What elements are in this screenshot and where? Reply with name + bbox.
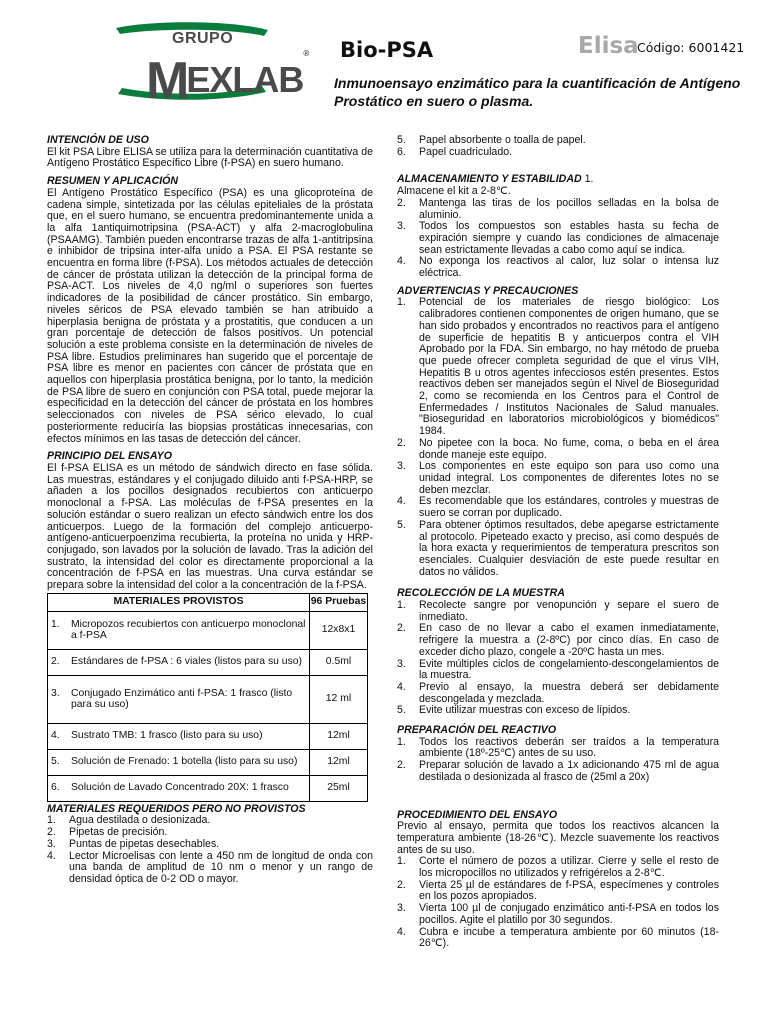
row-number: 2.: [51, 656, 60, 668]
storage-list: [397, 198, 719, 280]
list-item: 3. Vierta 100 µl de conjugado enzimático anti-f-PSA en todos los pocillos. Agite el platillo por 30 segundos.: [397, 902, 719, 926]
list-item: 4. Cubra e incube a temperatura ambiente por 60 minutos (18-26℃).: [397, 925, 719, 950]
row-description: Solución de Lavado Concentrado 20X: 1 frasco: [71, 782, 289, 794]
section-heading-almacenamiento: ALMACENAMIENTO Y ESTABILIDAD 1.: [397, 173, 594, 186]
materials-table: [47, 593, 368, 802]
reagent-prep-list: [397, 737, 719, 784]
list-item: 4. Lector Microelisas con lente a 450 nm de longitud de onda con una banda de amplitud de 10 nm o menor y un rango de densidad óptica de 0-2 OD o mayor.: [47, 849, 373, 885]
table-row: [48, 649, 368, 675]
section-heading-preparacion: PREPARACIÓN DEL REACTIVO: [397, 724, 557, 737]
section-heading-advertencias: ADVERTENCIAS Y PRECAUCIONES: [397, 284, 579, 297]
sample-collection-list: [397, 600, 719, 717]
table-row: [48, 723, 368, 749]
product-title: Bio-PSA: [340, 38, 434, 62]
paragraph-principio: El f-PSA ELISA es un método de sándwich directo en fase sólida. Las muestras, estándares y el conjugado diluido anti f-PSA-HRP, se añaden a los pocillos designados recubiertos con anticuerpo monoclonal a f-PSA. Las moléculas de f-PSA presentes en la solución estándar o suero realizan un efecto sándwich entre los dos anticuerpos. Luego de la formación del complejo anticuerpo-antígeno-anticuerpoenzima recubierta, la proteína no unida y HRP-conjugado, son lavados por la solución de lavado. Tras la adición del sustrato, la intensidad del color es directamente proporcional a la concentración de f-PSA en las muestras. Una curva estándar se prepara sobre la intensidad del color a la concentración de la f-PSA.: [47, 461, 373, 592]
row-description: Estándares de f-PSA : 6 viales (listos para su uso): [71, 656, 303, 668]
list-item: 3. Todos los compuestos son estables hasta su fecha de expiración siempre y cuando las condiciones de almacenaje sean estrictamente llevadas a cabo como aquí se indica.: [397, 220, 719, 256]
row-description: Micropozos recubiertos con anticuerpo monoclonal a f-PSA: [71, 618, 306, 642]
row-quantity: 12 ml: [310, 675, 368, 723]
paragraph-intencion: El kit PSA Libre ELISA se utiliza para la determinación cuantitativa de Antígeno Prostático Específico Libre (f-PSA) en suero humano.: [47, 145, 373, 170]
procedure-list: [397, 856, 719, 950]
row-number: 3.: [51, 687, 60, 699]
product-subtitle: Inmunoensayo enzimático para la cuantificación de Antígeno Prostático en suero o plasma.: [334, 75, 741, 109]
section-heading-requeridos: MATERIALES REQUERIDOS PERO NO PROVISTOS: [47, 802, 306, 815]
table-row: [48, 611, 368, 649]
row-number: 4.: [51, 730, 60, 742]
elisa-label: Elisa: [578, 33, 639, 59]
left-column: [47, 135, 373, 886]
logo-grupo-text: GRUPO: [172, 30, 234, 47]
list-item: 4. Previo al ensayo, la muestra deberá ser debidamente descongelada y mezclada.: [397, 680, 719, 705]
table-header-pruebas: 96 Pruebas: [310, 593, 368, 611]
section-heading-procedimiento: PROCEDIMIENTO DEL ENSAYO: [397, 808, 558, 821]
required-materials-list: [47, 815, 373, 885]
list-item: 3. Los componentes en este equipo son para uso como una unidad integral. Los componentes de diferentes lotes no se deben mezclar.: [397, 460, 719, 496]
list-item: 1. Corte el número de pozos a utilizar. Cierre y selle el resto de los micropocillos no utilizados y refrigérelos a 2-8℃.: [397, 855, 719, 880]
list-item: 3. Puntas de pipetas desechables.: [47, 837, 220, 850]
right-column: [397, 135, 719, 950]
row-number: 5.: [51, 756, 60, 768]
list-item: 2. Mantenga las tiras de los pocillos selladas en la bolsa de aluminio.: [397, 196, 719, 221]
row-number: 6.: [51, 782, 60, 794]
list-item: 2. En caso de no llevar a cabo el examen inmediatamente, refrigere la muestra a (2-8ºC) por cinco días. En caso de exceder dicho plazo, congele a -20ºC hasta un mes.: [397, 622, 719, 658]
list-item: 5. Evite utilizar muestras con exceso de lípidos.: [397, 704, 631, 717]
table-row: [48, 775, 368, 801]
table-header-materiales: MATERIALES PROVISTOS: [48, 593, 310, 611]
list-item: 1. Agua destilada o desionizada.: [47, 814, 211, 827]
row-number: 1.: [51, 618, 60, 630]
section-heading-intencion: INTENCIÓN DE USO: [47, 134, 149, 146]
list-item: 3. Evite múltiples ciclos de congelamiento-descongelamientos de la muestra.: [397, 657, 719, 682]
paragraph-procedimiento: Previo al ensayo, permita que todos los reactivos alcancen la temperatura ambiente (18-26℃). Mezcle suavemente los reactivos antes de su uso.: [397, 820, 719, 856]
mexlab-logo: [112, 22, 309, 110]
document-header: [0, 0, 768, 125]
list-item: 2. Pipetas de precisión.: [47, 826, 168, 839]
list-item: 1. Todos los reactivos deberán ser traídos a la temperatura ambiente (18º-25℃) antes de su uso.: [397, 735, 719, 760]
row-quantity: 12ml: [310, 723, 368, 749]
row-quantity: 12ml: [310, 749, 368, 775]
table-row: [48, 675, 368, 723]
row-description: Solución de Frenado: 1 botella (listo para su uso): [71, 756, 298, 768]
row-quantity: 0.5ml: [310, 649, 368, 675]
table-header-row: [48, 593, 368, 611]
list-item: 2. Preparar solución de lavado a 1x adicionando 475 ml de agua destilada o desionizada al frasco de (25ml a 20x): [397, 759, 719, 783]
paragraph-resumen: El Antígeno Prostático Específico (PSA) es una glicoproteína de cadena simple, sintetizada por las células epiteliales de la próstata que, en el suero humano, se encuentra predominantemente unida a la alfa 1antiquimotripsina (PSA-ACT) y alfa 2-macroglobulina (PSAAMG). También pueden encontrarse trazas de alfa 1-antitripsina e inhibidor de tripsina inter-alfa unido a PSA. El PSA restante se encuentra en forma libre (f-PSA). Los métodos actuales de detección de cáncer de próstata utilizan la detección de la principal forma de PSA-ACT. Los niveles de 4,0 ng/ml o superiores son fuertes indicadores de la posibilidad de cáncer prostático. Sin embargo, niveles séricos de PSA elevado también se han atribuido a hiperplasia benigna de próstata y a prostatitis, que conducen a un gran porcentaje de detección de falsos positivos. Un potencial solución a este problema consiste en la determinación de niveles de PSA libre. Estudios preliminares han sugerido que el porcentaje de PSA libre es menor en pacientes con cáncer de próstata que en aquellos con hiperplasia prostática benigna, por lo tanto, la medición de PSA libre de suero en conjunción con PSA total, puede mejorar la especificidad en la detección del cáncer de próstata en los hombres seleccionados con niveles de PSA sérico elevado, lo cual posteriormente reduciría las biopsias prostáticas innecesarias, con efectos mínimos en las tasas de detección del cáncer.: [47, 186, 373, 445]
list-item: 2. Vierta 25 µl de estándares de f-PSA, especímenes y controles en los pozos apropiados.: [397, 878, 719, 903]
warnings-list: [397, 297, 719, 578]
row-description: Sustrato TMB: 1 frasco (listo para su uso): [71, 730, 263, 742]
row-description: Conjugado Enzimático anti f-PSA: 1 frasco (listo para su uso): [71, 687, 293, 711]
list-item: 5. Para obtener óptimos resultados, debe apegarse estrictamente al protocolo. Pipeteado exacto y preciso, así como después de la hora exacta y requerimientos de temperatura prescritos son esenciales. Cualquier desviación de este puede resultar en datos no válidos.: [397, 518, 719, 578]
required-materials-list-cont: [397, 135, 719, 158]
paragraph-almacenamiento: Almacene el kit a 2-8℃.: [397, 185, 511, 198]
list-item: 1. Potencial de los materiales de riesgo biológico: Los calibradores contienen componentes de origen humano, que se han sido probados y encontrados no reactivos para el antígeno de superficie de hepatitis B y anticuerpos contra el VIH Aprobado por la FDA. Sin embargo, no hay método de prueba que puede ofrecer completa seguridad de que el virus VIH, Hepatitis B u otros agentes infecciosos estén presentes. Estos reactivos deben ser manejados según el Nivel de Bioseguridad 2, como se recomienda en los Centros para el Control de Enfermedades / Institutos Nacionales de Salud manuales. "Bioseguridad en laboratorios microbiológicos y biomédicos" 1984.: [397, 296, 719, 438]
logo-mexlab-text: MEXLAB®: [146, 49, 309, 110]
list-item: 4. Es recomendable que los estándares, controles y muestras de suero se corran por duplicado.: [397, 495, 719, 520]
section-heading-recoleccion: RECOLECCIÓN DE LA MUESTRA: [397, 587, 565, 600]
table-row: [48, 749, 368, 775]
row-quantity: 12x8x1: [310, 611, 368, 649]
list-item: 5. Papel absorbente o toalla de papel.: [397, 134, 586, 146]
list-item: 6. Papel cuadriculado.: [397, 145, 513, 158]
section-heading-resumen: RESUMEN Y APLICACIÓN: [47, 175, 179, 188]
row-quantity: 25ml: [310, 775, 368, 801]
section-heading-principio: PRINCIPIO DEL ENSAYO: [47, 450, 172, 463]
list-item: 2. No pipetee con la boca. No fume, coma, o beba en el área donde maneje este equipo.: [397, 436, 719, 461]
list-item: 4. No exponga los reactivos al calor, luz solar o intensa luz eléctrica.: [397, 255, 719, 280]
product-code: Código: 6001421: [637, 40, 745, 55]
list-item: 1. Recolecte sangre por venopunción y separe el suero de inmediato.: [397, 599, 719, 623]
